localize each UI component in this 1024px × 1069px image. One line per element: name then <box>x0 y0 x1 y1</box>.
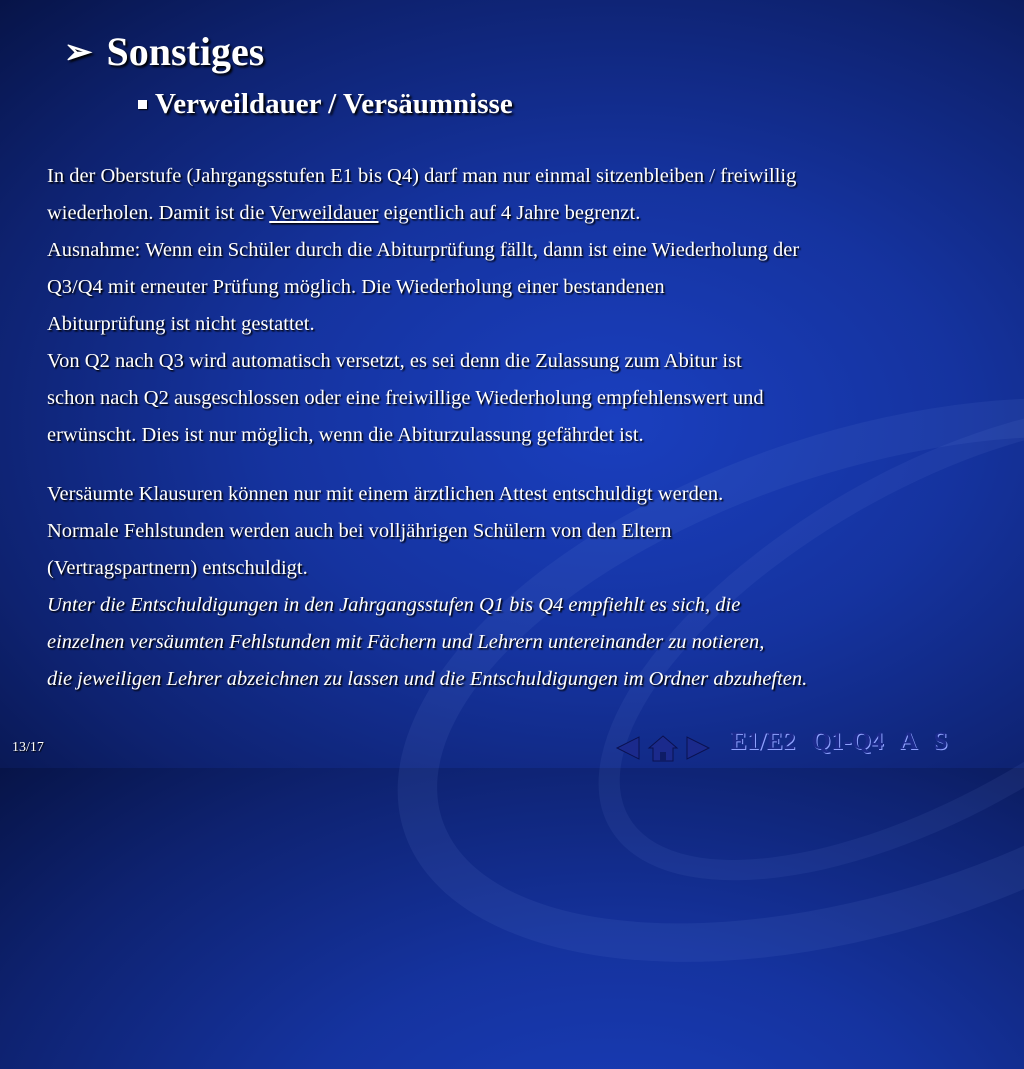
text-line: Versäumte Klausuren können nur mit einem ärztlichen Attest entschuldigt werden. <box>47 483 724 505</box>
prev-arrow-icon[interactable] <box>615 735 641 761</box>
text-line: einzelnen versäumten Fehlstunden mit Fächern und Lehrern untereinander zu notieren, <box>47 631 765 653</box>
slide-title-text: Sonstiges <box>106 29 265 74</box>
text-line: (Vertragspartnern) entschuldigt. <box>47 557 308 579</box>
text-fragment: eigentlich auf 4 Jahre begrenzt. <box>378 202 641 224</box>
text-line: Abiturprüfung ist nicht gestattet. <box>47 313 315 335</box>
text-line <box>47 195 987 232</box>
slide-body <box>47 158 987 698</box>
text-line: In der Oberstufe (Jahrgangsstufen E1 bis Q4) darf man nur einmal sitzenbleiben / freiwillig <box>47 165 797 187</box>
text-line: Unter die Entschuldigungen in den Jahrgangsstufen Q1 bis Q4 empfiehlt es sich, die <box>47 594 741 616</box>
slide-subtitle-text: Verweildauer / Versäumnisse <box>155 88 513 120</box>
arrow-bullet-icon: ➢ <box>64 33 93 71</box>
text-line: erwünscht. Dies ist nur möglich, wenn die Abiturzulassung gefährdet ist. <box>47 424 644 446</box>
paragraph-verweildauer <box>47 158 987 454</box>
verweildauer-link[interactable]: Verweildauer <box>269 202 379 224</box>
paragraph-spacer <box>47 454 987 476</box>
paragraph-versaeumnisse <box>47 476 987 587</box>
page-number: 13/17 <box>12 740 44 755</box>
nav-link-q1-q4[interactable]: Q1-Q4 <box>811 728 884 755</box>
home-icon[interactable] <box>647 734 679 762</box>
slide-navigation <box>615 728 711 768</box>
slide-subtitle <box>138 88 513 121</box>
square-bullet-icon <box>138 100 147 109</box>
section-links <box>730 728 947 756</box>
nav-link-s[interactable]: S <box>933 728 948 755</box>
nav-link-a[interactable]: A <box>899 728 918 755</box>
next-arrow-icon[interactable] <box>685 735 711 761</box>
text-line: schon nach Q2 ausgeschlossen oder eine freiwillige Wiederholung empfehlenswert und <box>47 387 764 409</box>
text-line: Normale Fehlstunden werden auch bei volljährigen Schülern von den Eltern <box>47 520 672 542</box>
text-line: Ausnahme: Wenn ein Schüler durch die Abiturprüfung fällt, dann ist eine Wiederholung der <box>47 239 800 261</box>
text-line: Von Q2 nach Q3 wird automatisch versetzt, es sei denn die Zulassung zum Abitur ist <box>47 350 742 372</box>
paragraph-hinweis <box>47 587 987 698</box>
text-line: Q3/Q4 mit erneuter Prüfung möglich. Die Wiederholung einer bestandenen <box>47 276 665 298</box>
slide-title <box>64 28 264 75</box>
text-line: die jeweiligen Lehrer abzeichnen zu lassen und die Entschuldigungen im Ordner abzuheften. <box>47 668 808 690</box>
text-fragment: wiederholen. Damit ist die <box>47 202 270 224</box>
nav-link-e1-e2[interactable]: E1/E2 <box>730 728 796 755</box>
